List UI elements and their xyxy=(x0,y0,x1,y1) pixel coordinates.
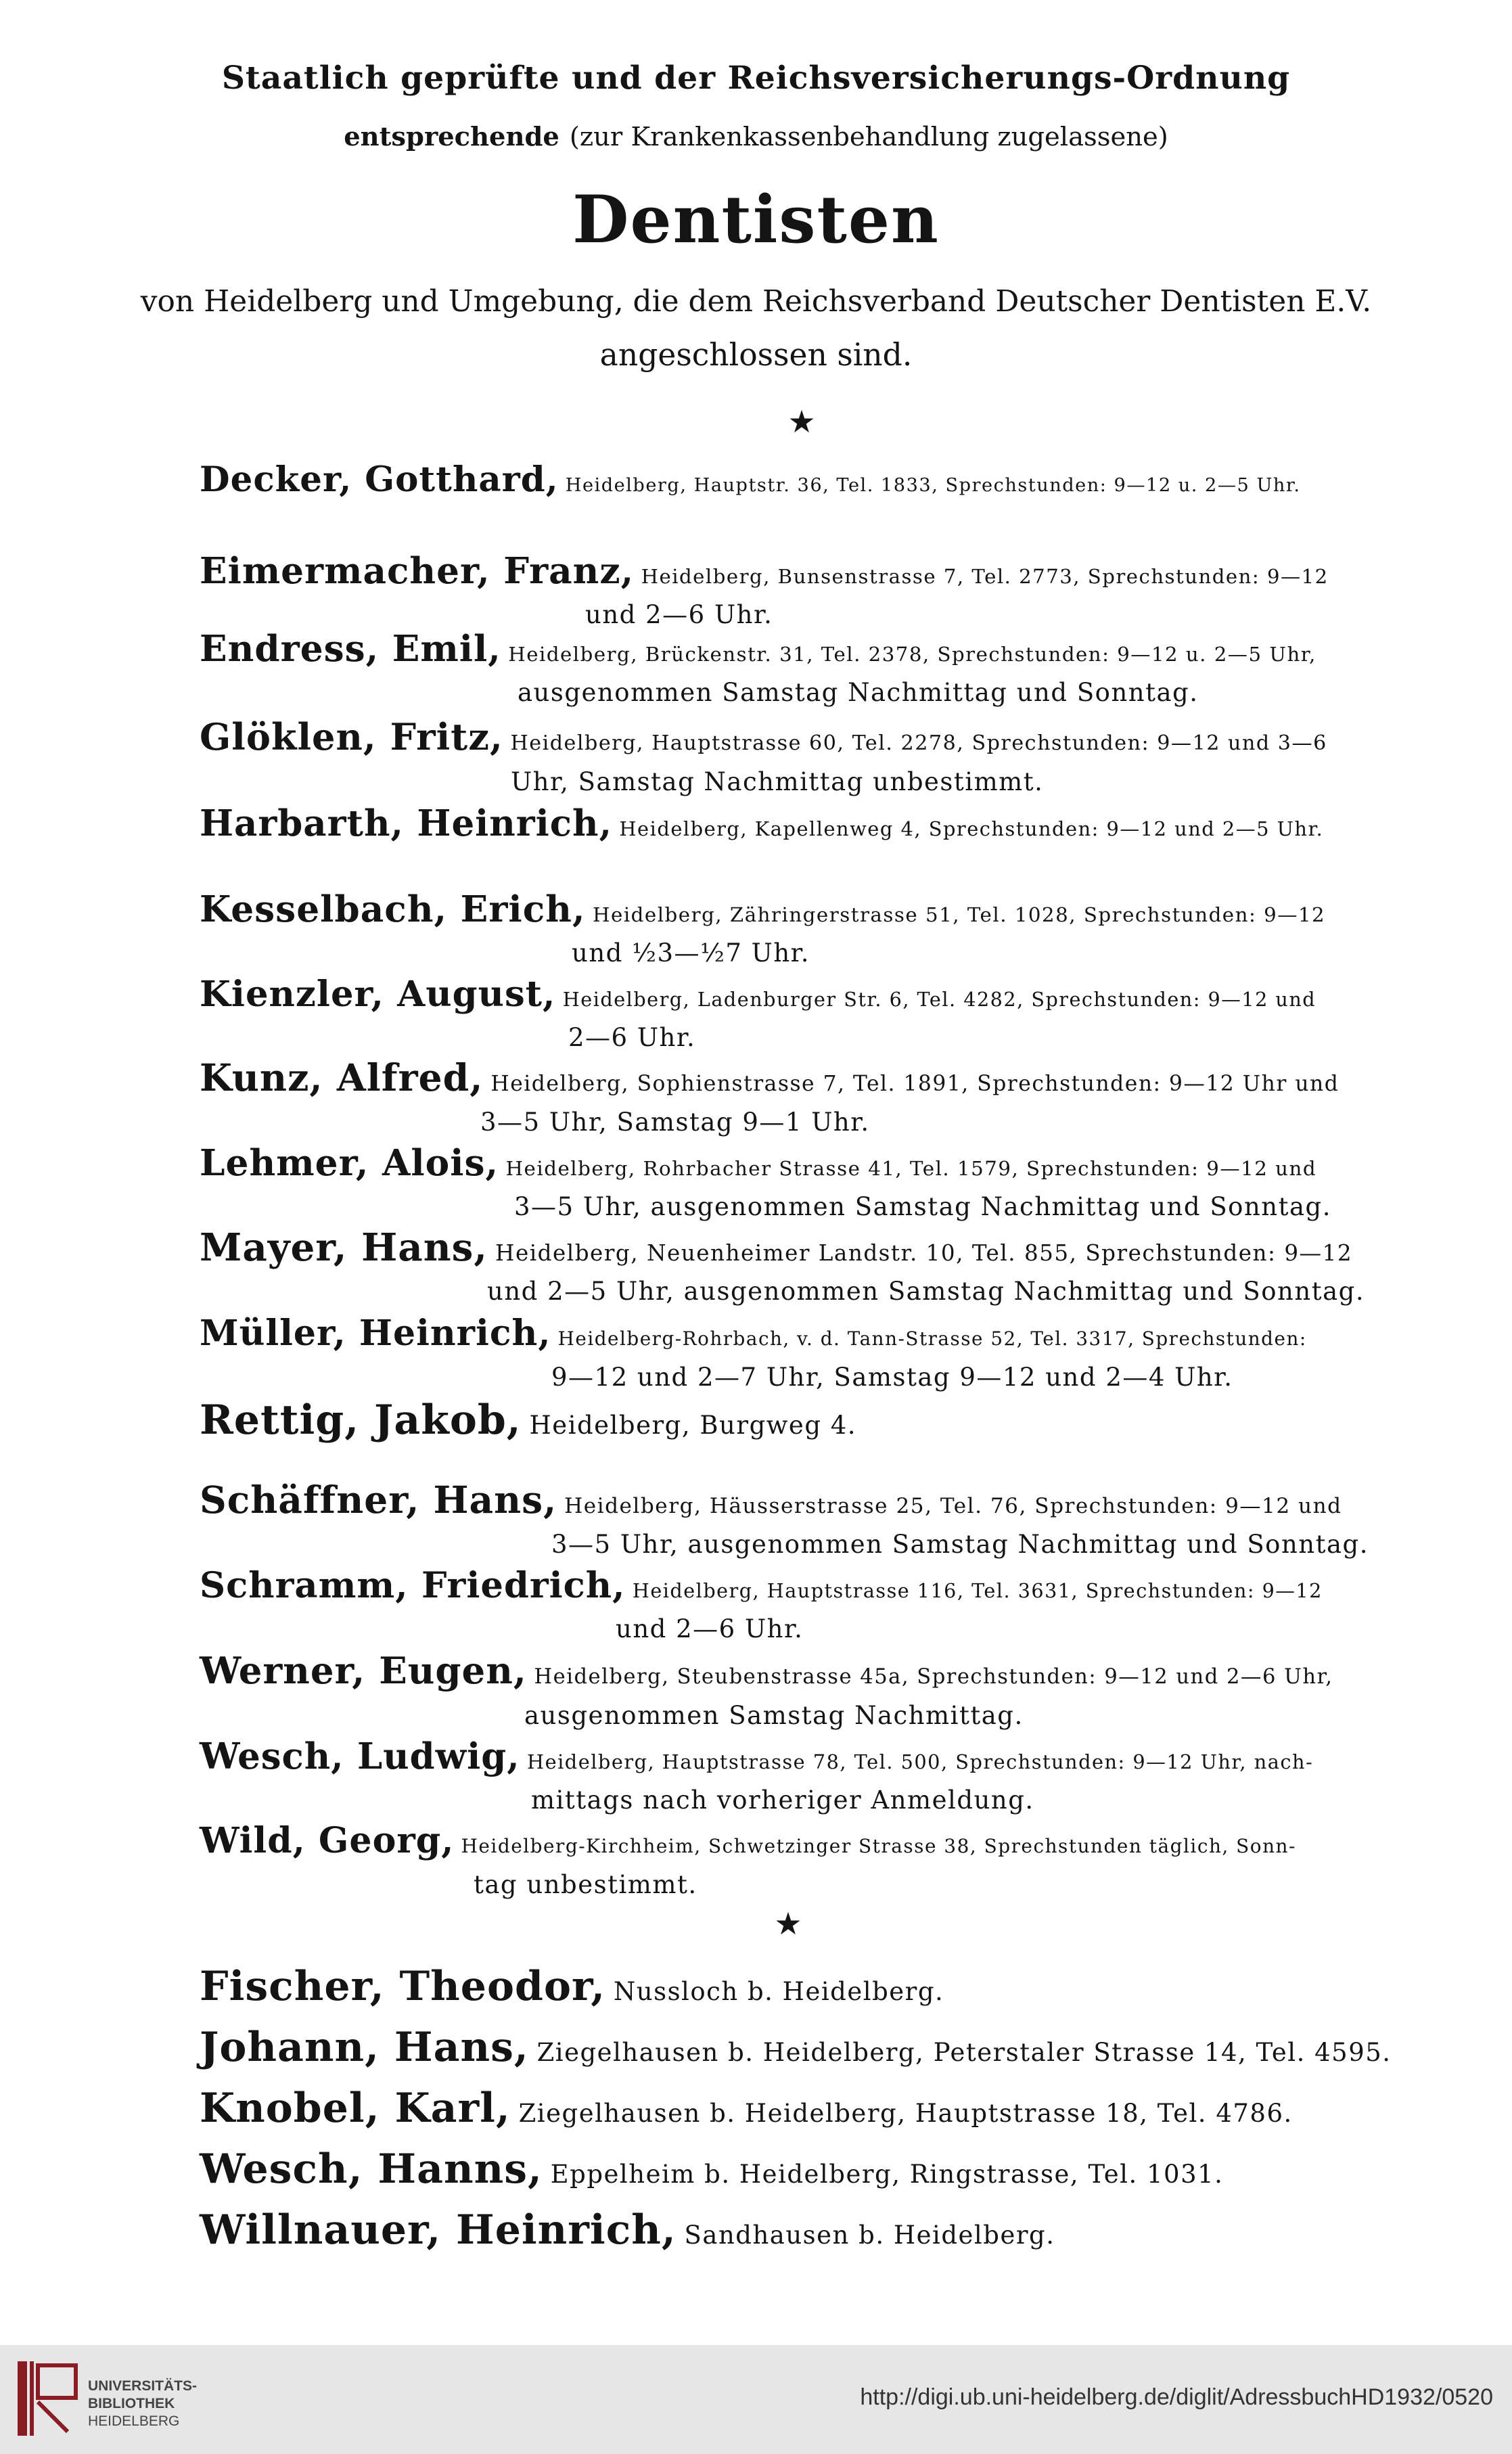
heading-line-2 xyxy=(0,116,1512,154)
dentist-details: Heidelberg-Rohrbach, v. d. Tann-Strasse 52, Tel. 3317, Sprechstunden: xyxy=(557,1327,1307,1350)
entry-first-line xyxy=(200,460,1400,505)
dentist-name: Harbarth, Heinrich, xyxy=(200,802,613,844)
library-name-line: UNIVERSITÄTS- xyxy=(88,2378,198,2394)
dentist-name: Kienzler, August, xyxy=(200,973,556,1015)
dentist-entry xyxy=(200,1225,1400,1311)
dentist-details: Heidelberg, Bunsenstrasse 7, Tel. 2773, Sprechstunden: 9—12 xyxy=(641,565,1329,588)
dentist-name: Eimermacher, Franz, xyxy=(200,549,635,592)
dentist-entry xyxy=(200,2085,1400,2133)
dentist-details: Heidelberg, Neuenheimer Landstr. 10, Tel. 855, Sprechstunden: 9—12 xyxy=(495,1240,1353,1266)
dentist-details: Heidelberg, Brückenstr. 31, Tel. 2378, Sprechstunden: 9—12 u. 2—5 Uhr, xyxy=(508,643,1316,666)
dentist-details: Heidelberg, Ladenburger Str. 6, Tel. 4282, Sprechstunden: 9—12 und xyxy=(562,988,1316,1011)
page-title: Dentisten xyxy=(572,181,940,258)
dentist-entry xyxy=(200,1821,1400,1904)
dentist-entry xyxy=(200,1737,1400,1819)
dentist-details: Heidelberg, Rohrbacher Strasse 41, Tel. 1579, Sprechstunden: 9—12 und xyxy=(505,1157,1317,1180)
source-url-link[interactable]: http://digi.ub.uni-heidelberg.de/diglit/AdressbuchHD1932/0520 xyxy=(860,2384,1493,2410)
dentist-entry xyxy=(200,551,1400,634)
entry-first-line xyxy=(200,2206,1400,2255)
star-separator-icon: ★ xyxy=(774,1905,802,1942)
dentist-entry xyxy=(200,1314,1400,1396)
dentist-name: Rettig, Jakob, xyxy=(200,1396,522,1444)
dentist-entry xyxy=(200,460,1400,505)
dentist-details: Heidelberg, Hauptstrasse 116, Tel. 3631, Sprechstunden: 9—12 xyxy=(632,1579,1323,1602)
dentist-entry xyxy=(200,1143,1400,1226)
dentist-entry xyxy=(200,2206,1400,2255)
dentist-details: Heidelberg, Zähringerstrasse 51, Tel. 1028, Sprechstunden: 9—12 xyxy=(593,903,1326,926)
dentist-name: Müller, Heinrich, xyxy=(200,1313,551,1354)
dentist-details-continued: und 2—6 Uhr. xyxy=(585,600,773,629)
dentist-details-continued: tag unbestimmt. xyxy=(474,1870,697,1899)
library-name xyxy=(88,2378,197,2430)
dentist-details-continued: 3—5 Uhr, ausgenommen Samstag Nachmittag und Sonntag. xyxy=(514,1192,1331,1221)
heading-line-2-bold: entsprechende xyxy=(344,122,559,152)
entry-first-line xyxy=(200,1314,1400,1359)
heading-line-1: Staatlich geprüfte und der Reichsversicherungs-Ordnung xyxy=(221,60,1291,97)
entry-first-line xyxy=(200,717,1400,763)
entry-first-line xyxy=(200,804,1400,848)
entry-first-line xyxy=(200,1651,1400,1697)
dentist-entry xyxy=(200,2145,1400,2194)
library-name-line: BIBLIOTHEK xyxy=(88,2396,175,2411)
dentist-name: Schäffner, Hans, xyxy=(200,1478,557,1522)
dentist-details: Heidelberg, Steubenstrasse 45a, Sprechstunden: 9—12 und 2—6 Uhr, xyxy=(534,1665,1333,1689)
dentist-details: Ziegelhausen b. Heidelberg, Hauptstrasse 18, Tel. 4786. xyxy=(518,2099,1293,2128)
entry-first-line xyxy=(200,2145,1400,2194)
dentist-details-continued: und 2—6 Uhr. xyxy=(616,1614,804,1643)
dentist-details-continued: 2—6 Uhr. xyxy=(568,1023,696,1052)
entry-first-line xyxy=(200,1737,1400,1781)
entry-first-line xyxy=(200,1143,1400,1188)
dentist-entry xyxy=(200,974,1400,1057)
dentist-details: Heidelberg, Hauptstrasse 60, Tel. 2278, Sprechstunden: 9—12 und 3—6 xyxy=(510,731,1327,755)
dentist-name: Endress, Emil, xyxy=(200,627,501,670)
heading-line-2-rest: (zur Krankenkassenbehandlung zugelassene) xyxy=(569,122,1168,152)
dentist-details-continued: Uhr, Samstag Nachmittag unbestimmt. xyxy=(511,767,1044,796)
dentist-details: Heidelberg, Hauptstr. 36, Tel. 1833, Sprechstunden: 9—12 u. 2—5 Uhr. xyxy=(565,475,1301,496)
dentist-name: Johann, Hans, xyxy=(200,2024,529,2071)
entry-first-line xyxy=(200,974,1400,1019)
dentist-details-continued: ausgenommen Samstag Nachmittag und Sonntag. xyxy=(518,678,1199,707)
dentist-name: Wild, Georg, xyxy=(200,1820,455,1861)
entry-first-line xyxy=(200,2024,1400,2072)
dentist-entry xyxy=(200,890,1400,972)
dentist-entry xyxy=(200,1480,1400,1564)
dentist-name: Kunz, Alfred, xyxy=(200,1056,484,1100)
dentist-entry xyxy=(200,1651,1400,1735)
library-logo-icon xyxy=(14,2359,81,2438)
dentist-name: Decker, Gotthard, xyxy=(200,459,559,500)
dentist-name: Wesch, Hanns, xyxy=(200,2145,543,2193)
heading-line-5: angeschlossen sind. xyxy=(599,337,913,373)
dentist-name: Glöklen, Fritz, xyxy=(200,715,503,758)
dentist-entry xyxy=(200,1396,1400,1445)
dentist-name: Werner, Eugen, xyxy=(200,1649,527,1692)
dentist-name: Kesselbach, Erich, xyxy=(200,888,586,930)
dentist-details: Heidelberg, Hauptstrasse 78, Tel. 500, Sprechstunden: 9—12 Uhr, nach- xyxy=(527,1750,1314,1773)
dentist-details-continued: ausgenommen Samstag Nachmittag. xyxy=(524,1701,1024,1730)
dentist-entry xyxy=(200,629,1400,712)
entry-first-line xyxy=(200,551,1400,596)
star-separator-icon: ★ xyxy=(787,403,816,440)
dentist-name: Wesch, Ludwig, xyxy=(200,1735,520,1777)
dentist-entry xyxy=(200,2024,1400,2072)
dentist-entry xyxy=(200,1963,1400,2012)
library-name-line: HEIDELBERG xyxy=(88,2413,180,2429)
dentist-name: Mayer, Hans, xyxy=(200,1225,488,1270)
dentist-name: Schramm, Friedrich, xyxy=(200,1564,626,1606)
entry-first-line xyxy=(200,2085,1400,2133)
dentist-details: Heidelberg, Sophienstrasse 7, Tel. 1891, Sprechstunden: 9—12 Uhr und xyxy=(490,1072,1339,1096)
entry-first-line xyxy=(200,1963,1400,2012)
dentist-details-continued: und 2—5 Uhr, ausgenommen Samstag Nachmittag und Sonntag. xyxy=(487,1277,1365,1306)
dentist-details: Heidelberg, Burgweg 4. xyxy=(529,1411,857,1440)
dentist-details: Eppelheim b. Heidelberg, Ringstrasse, Tel. 1031. xyxy=(550,2160,1224,2189)
dentist-name: Lehmer, Alois, xyxy=(200,1141,499,1184)
dentist-entry xyxy=(200,1056,1400,1141)
dentist-details-continued: mittags nach vorheriger Anmeldung. xyxy=(531,1786,1034,1815)
dentist-name: Knobel, Karl, xyxy=(200,2085,511,2132)
library-footer xyxy=(0,2345,1512,2454)
dentist-details: Heidelberg, Häusserstrasse 25, Tel. 76, Sprechstunden: 9—12 und xyxy=(564,1494,1342,1518)
entry-first-line xyxy=(200,1056,1400,1104)
dentist-details: Sandhausen b. Heidelberg. xyxy=(684,2221,1055,2250)
dentist-entry xyxy=(200,1566,1400,1648)
dentist-details-continued: 3—5 Uhr, Samstag 9—1 Uhr. xyxy=(480,1108,870,1137)
entry-first-line xyxy=(200,1396,1400,1445)
dentist-details-continued: 9—12 und 2—7 Uhr, Samstag 9—12 und 2—4 Uhr. xyxy=(551,1363,1233,1392)
dentist-details-continued: und ½3—½7 Uhr. xyxy=(572,938,810,968)
dentist-name: Fischer, Theodor, xyxy=(200,1963,606,2010)
dentist-details: Ziegelhausen b. Heidelberg, Peterstaler Strasse 14, Tel. 4595. xyxy=(536,2038,1392,2067)
dentist-name: Willnauer, Heinrich, xyxy=(200,2206,677,2254)
dentist-details: Heidelberg-Kirchheim, Schwetzinger Strasse 38, Sprechstunden täglich, Sonn- xyxy=(461,1835,1296,1857)
entry-first-line xyxy=(200,890,1400,934)
dentist-entry xyxy=(200,804,1400,848)
entry-first-line xyxy=(200,1821,1400,1866)
heading-line-4: von Heidelberg und Umgebung, die dem Reichsverband Deutscher Dentisten E.V. xyxy=(140,284,1372,319)
dentist-details-continued: 3—5 Uhr, ausgenommen Samstag Nachmittag und Sonntag. xyxy=(551,1530,1369,1559)
entry-first-line xyxy=(200,1480,1400,1526)
dentist-details: Nussloch b. Heidelberg. xyxy=(613,1977,944,2006)
dentist-entry xyxy=(200,717,1400,801)
entry-first-line xyxy=(200,629,1400,674)
dentist-details: Heidelberg, Kapellenweg 4, Sprechstunden: 9—12 und 2—5 Uhr. xyxy=(619,817,1324,840)
entry-first-line xyxy=(200,1566,1400,1610)
entry-first-line xyxy=(200,1225,1400,1273)
